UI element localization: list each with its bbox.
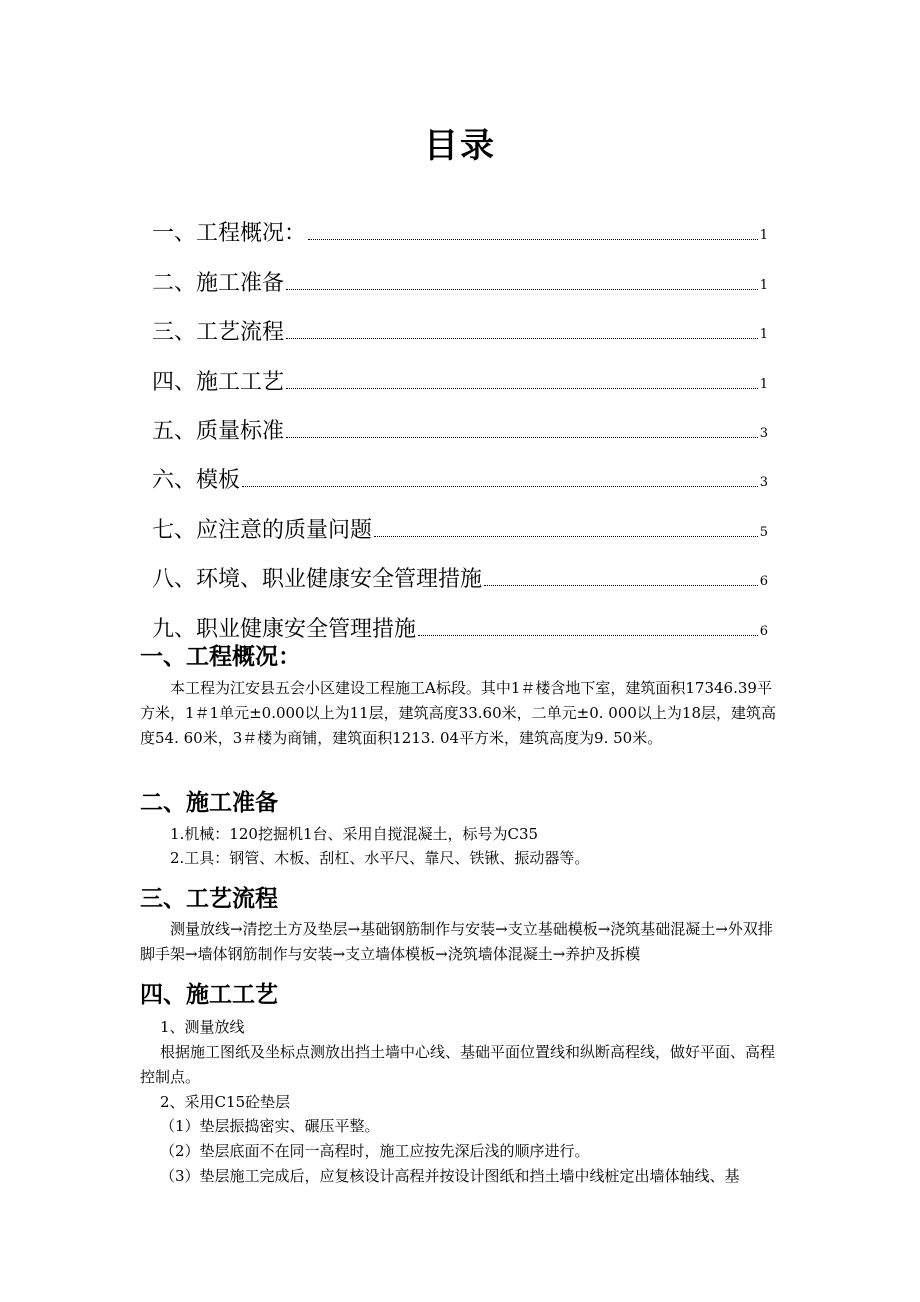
toc-entry[interactable] — [152, 544, 768, 593]
toc-entry-label: 三、工艺流程 — [152, 320, 285, 346]
toc-entry-page: 3 — [759, 475, 768, 491]
toc-entry[interactable] — [152, 445, 768, 494]
toc-leader-dots — [374, 535, 758, 537]
toc-leader-dots — [286, 436, 758, 438]
toc-entry-label: 二、施工准备 — [152, 270, 285, 296]
list-item: （2）垫层底面不在同一高程时，施工应按先深后浅的顺序进行。 — [160, 1142, 590, 1160]
subheading: 2、采用C15砼垫层 — [160, 1093, 291, 1111]
toc-entry-page: 1 — [759, 376, 768, 392]
toc-entry[interactable] — [152, 593, 768, 642]
toc-entry-page: 1 — [759, 327, 768, 343]
toc-entry-label: 五、质量标准 — [152, 418, 285, 444]
section-body — [140, 917, 780, 967]
toc-leader-dots — [484, 584, 758, 586]
toc-entry-page: 6 — [759, 574, 768, 590]
toc-leader-dots — [308, 238, 758, 240]
toc-leader-dots — [418, 634, 758, 636]
toc-entry-page: 3 — [759, 425, 768, 441]
toc-entry[interactable] — [152, 396, 768, 445]
toc-entry[interactable] — [152, 297, 768, 346]
toc-entry-label: 一、工程概况： — [152, 221, 307, 247]
toc-entry-page: 6 — [759, 623, 768, 639]
toc-leader-dots — [286, 288, 758, 290]
toc-entry[interactable] — [152, 247, 768, 296]
table-of-contents — [152, 198, 768, 643]
toc-entry-label: 六、模板 — [152, 468, 241, 494]
list-item: （1）垫层振捣密实、碾压平整。 — [160, 1117, 380, 1135]
toc-leader-dots — [242, 485, 758, 487]
section-body — [140, 676, 780, 751]
toc-entry-label: 七、应注意的质量问题 — [152, 517, 373, 543]
section-heading: 三、工艺流程 — [140, 886, 278, 912]
subheading: 1、测量放线 — [160, 1018, 245, 1036]
section-heading: 二、施工准备 — [140, 790, 278, 816]
toc-entry-label: 八、环境、职业健康安全管理措施 — [152, 567, 483, 593]
section-body — [140, 1040, 780, 1090]
toc-entry[interactable] — [152, 198, 768, 247]
toc-entry-page: 5 — [759, 524, 768, 540]
toc-entry-page: 1 — [759, 277, 768, 293]
toc-entry-label: 九、职业健康安全管理措施 — [152, 616, 417, 642]
page-title: 目录 — [424, 126, 496, 166]
section-heading: 四、施工工艺 — [140, 982, 278, 1008]
toc-leader-dots — [286, 337, 758, 339]
section-heading: 一、工程概况： — [140, 644, 301, 670]
toc-leader-dots — [286, 387, 758, 389]
paragraph: 根据施工图纸及坐标点测放出挡土墙中心线、基础平面位置线和纵断高程线，做好平面、高程控制点。 — [140, 1043, 776, 1086]
toc-entry[interactable] — [152, 494, 768, 543]
toc-entry-page: 1 — [759, 228, 768, 244]
paragraph: 本工程为江安县五会小区建设工程施工A标段。其中1＃楼含地下室，建筑面积17346.39平方米，1＃1单元±0.000以上为11层，建筑高度33.60米，二单元±0. 000以上为18层，建筑高度54. 60米，3＃楼为商铺，建筑面积1213. 04平方米，建筑高度为9. 50米。 — [140, 679, 776, 747]
paragraph: 测量放线→清挖土方及垫层→基础钢筋制作与安装→支立基础模板→浇筑基础混凝土→外双排脚手架→墙体钢筋制作与安装→支立墙体模板→浇筑墙体混凝土→养护及拆模 — [140, 920, 773, 963]
list-item: 1.机械：120挖掘机1台、采用自搅混凝土，标号为C35 — [170, 825, 539, 843]
toc-entry-label: 四、施工工艺 — [152, 369, 285, 395]
toc-entry[interactable] — [152, 346, 768, 395]
list-item: （3）垫层施工完成后，应复核设计高程并按设计图纸和挡土墙中线桩定出墙体轴线、基 — [160, 1167, 740, 1185]
list-item: 2.工具：钢管、木板、刮杠、水平尺、靠尺、铁锹、振动器等。 — [170, 849, 590, 867]
